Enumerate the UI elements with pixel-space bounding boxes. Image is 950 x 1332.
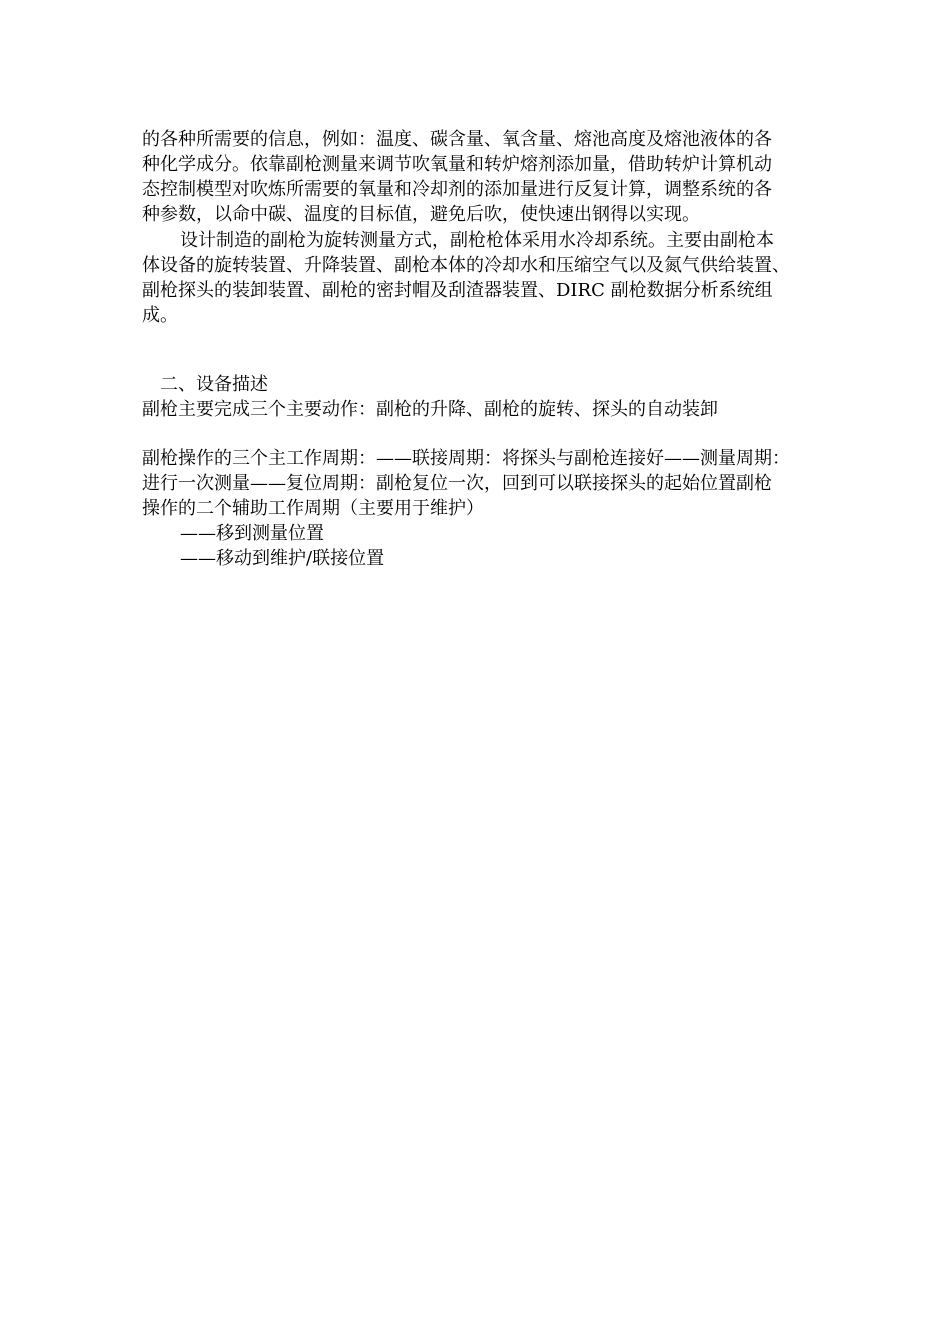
section-heading: 二、设备描述 [160,374,268,395]
aux-cycle-item: ——移到测量位置 [180,523,324,544]
cycles-line: 进行一次测量——复位周期：副枪复位一次，回到可以联接探头的起始位置副枪 [142,473,772,494]
paragraph-line: 成。 [142,305,178,326]
paragraph-line: 种参数，以命中碳、温度的目标值，避免后吹，使快速出钢得以实现。 [142,204,700,225]
paragraph-line: 种化学成分。依靠副枪测量来调节吹氧量和转炉熔剂添加量，借助转炉计算机动 [142,154,772,175]
aux-cycle-item: ——移动到维护/联接位置 [180,548,385,569]
cycles-line: 操作的二个辅助工作周期（主要用于维护） [142,498,484,519]
paragraph-line: 体设备的旋转装置、升降装置、副枪本体的冷却水和压缩空气以及氮气供给装置、 [142,255,790,276]
cycles-line: 副枪操作的三个主工作周期：——联接周期：将探头与副枪连接好——测量周期： [142,448,790,469]
paragraph-line: 态控制模型对吹炼所需要的氧量和冷却剂的添加量进行反复计算，调整系统的各 [142,179,772,200]
main-actions-text: 副枪主要完成三个主要动作：副枪的升降、副枪的旋转、探头的自动装卸 [142,399,718,420]
paragraph-line: 的各种所需要的信息，例如：温度、碳含量、氧含量、熔池高度及熔池液体的各 [142,129,772,150]
paragraph-line: 副枪探头的装卸装置、副枪的密封帽及刮渣器装置、DIRC 副枪数据分析系统组 [142,280,773,301]
paragraph-line: 设计制造的副枪为旋转测量方式，副枪枪体采用水冷却系统。主要由副枪本 [180,230,774,251]
